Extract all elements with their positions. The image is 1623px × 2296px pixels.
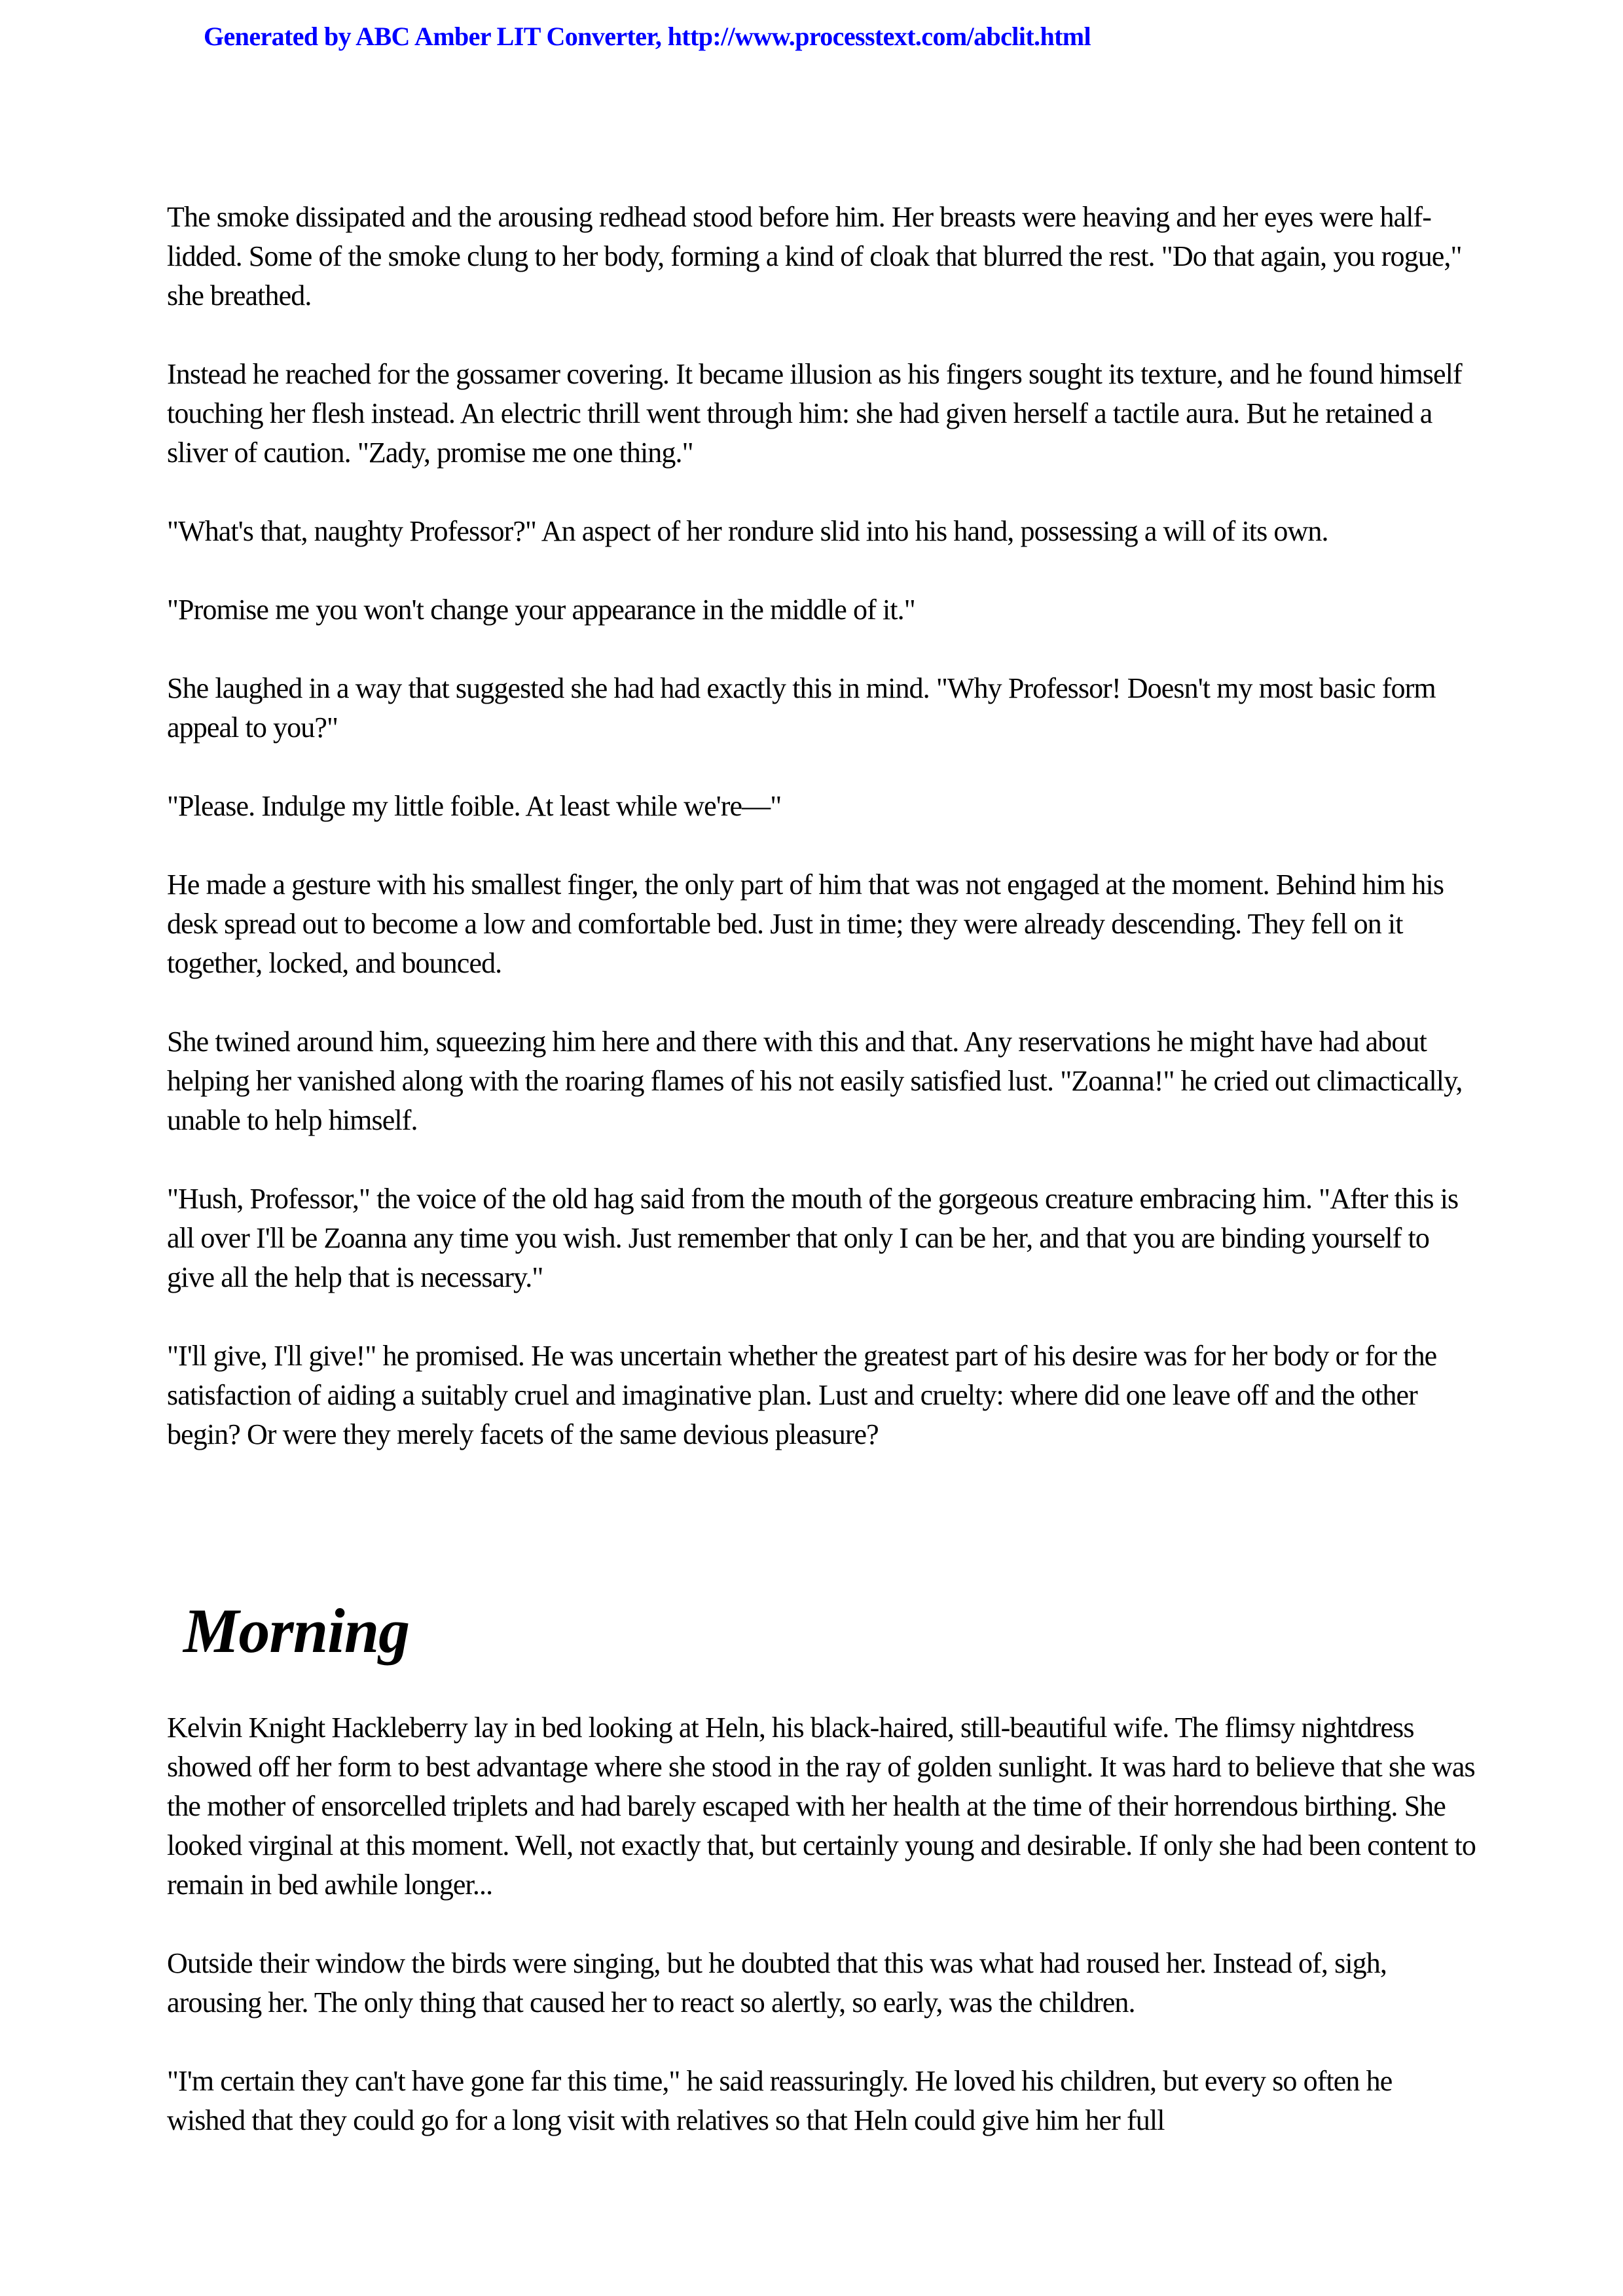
paragraph: "I'm certain they can't have gone far this time," he said reassuringly. He loved his children, but every so often he wished that they could go for a long visit with relatives so that Heln could give him her full <box>167 2065 1393 2136</box>
paragraph: "I'll give, I'll give!" he promised. He was uncertain whether the greatest part of his desire was for her body or for the satisfaction of aiding a suitably cruel and imaginative plan. Lust and cruelty: where did one leave off and the other begin? Or were they merely facets of the same devious pleasure? <box>167 1340 1437 1450</box>
paragraph: Instead he reached for the gossamer covering. It became illusion as his fingers sought its texture, and he found himself touching her flesh instead. An electric thrill went through him: she had given herself a tactile aura. But he retained a sliver of caution. "Zady, promise me one thing." <box>167 358 1462 469</box>
paragraph: She twined around him, squeezing him here and there with this and that. Any reservations he might have had about helping her vanished along with the roaring flames of his not easily satisfied lust. "Zoanna!" he cried out climactically, unable to help himself. <box>167 1026 1463 1136</box>
paragraph: The smoke dissipated and the arousing redhead stood before him. Her breasts were heaving and her eyes were half-lidded. Some of the smoke clung to her body, forming a kind of cloak that blurred the rest. "Do that again, you rogue," she breathed. <box>167 201 1462 312</box>
section-1-body <box>167 198 1476 1494</box>
paragraph: Kelvin Knight Hackleberry lay in bed looking at Heln, his black-haired, still-beautiful wife. The flimsy nightdress showed off her form to best advantage where she stood in the ray of golden sunlight. It was hard to believe that she was the mother of ensorcelled triplets and had barely escaped with her health at the time of their horrendous birthing. She looked virginal at this moment. Well, not exactly that, but certainly young and desirable. If only she had been content to remain in bed awhile longer... <box>167 1712 1476 1901</box>
converter-notice-link[interactable]: Generated by ABC Amber LIT Converter, http://www.processtext.com/abclit.html <box>204 22 1091 51</box>
section-2-body <box>167 1708 1476 2179</box>
chapter-title: Morning <box>183 1596 410 1666</box>
paragraph: "Promise me you won't change your appearance in the middle of it." <box>167 594 915 626</box>
paragraph: "Hush, Professor," the voice of the old hag said from the mouth of the gorgeous creature embracing him. "After this is all over I'll be Zoanna any time you wish. Just remember that only I can be her, and that you are binding yourself to give all the help that is necessary." <box>167 1183 1459 1293</box>
paragraph: "Please. Indulge my little foible. At least while we're—" <box>167 790 782 822</box>
paragraph: "What's that, naughty Professor?" An aspect of her rondure slid into his hand, possessing a will of its own. <box>167 515 1328 547</box>
paragraph: She laughed in a way that suggested she had had exactly this in mind. "Why Professor! Doesn't my most basic form appeal to you?" <box>167 672 1436 744</box>
paragraph: He made a gesture with his smallest finger, the only part of him that was not engaged at the moment. Behind him his desk spread out to become a low and comfortable bed. Just in time; they were already descending. They fell on it together, locked, and bounced. <box>167 869 1444 979</box>
paragraph: Outside their window the birds were singing, but he doubted that this was what had roused her. Instead of, sigh, arousing her. The only thing that caused her to react so alertly, so early, was the children. <box>167 1947 1387 2018</box>
